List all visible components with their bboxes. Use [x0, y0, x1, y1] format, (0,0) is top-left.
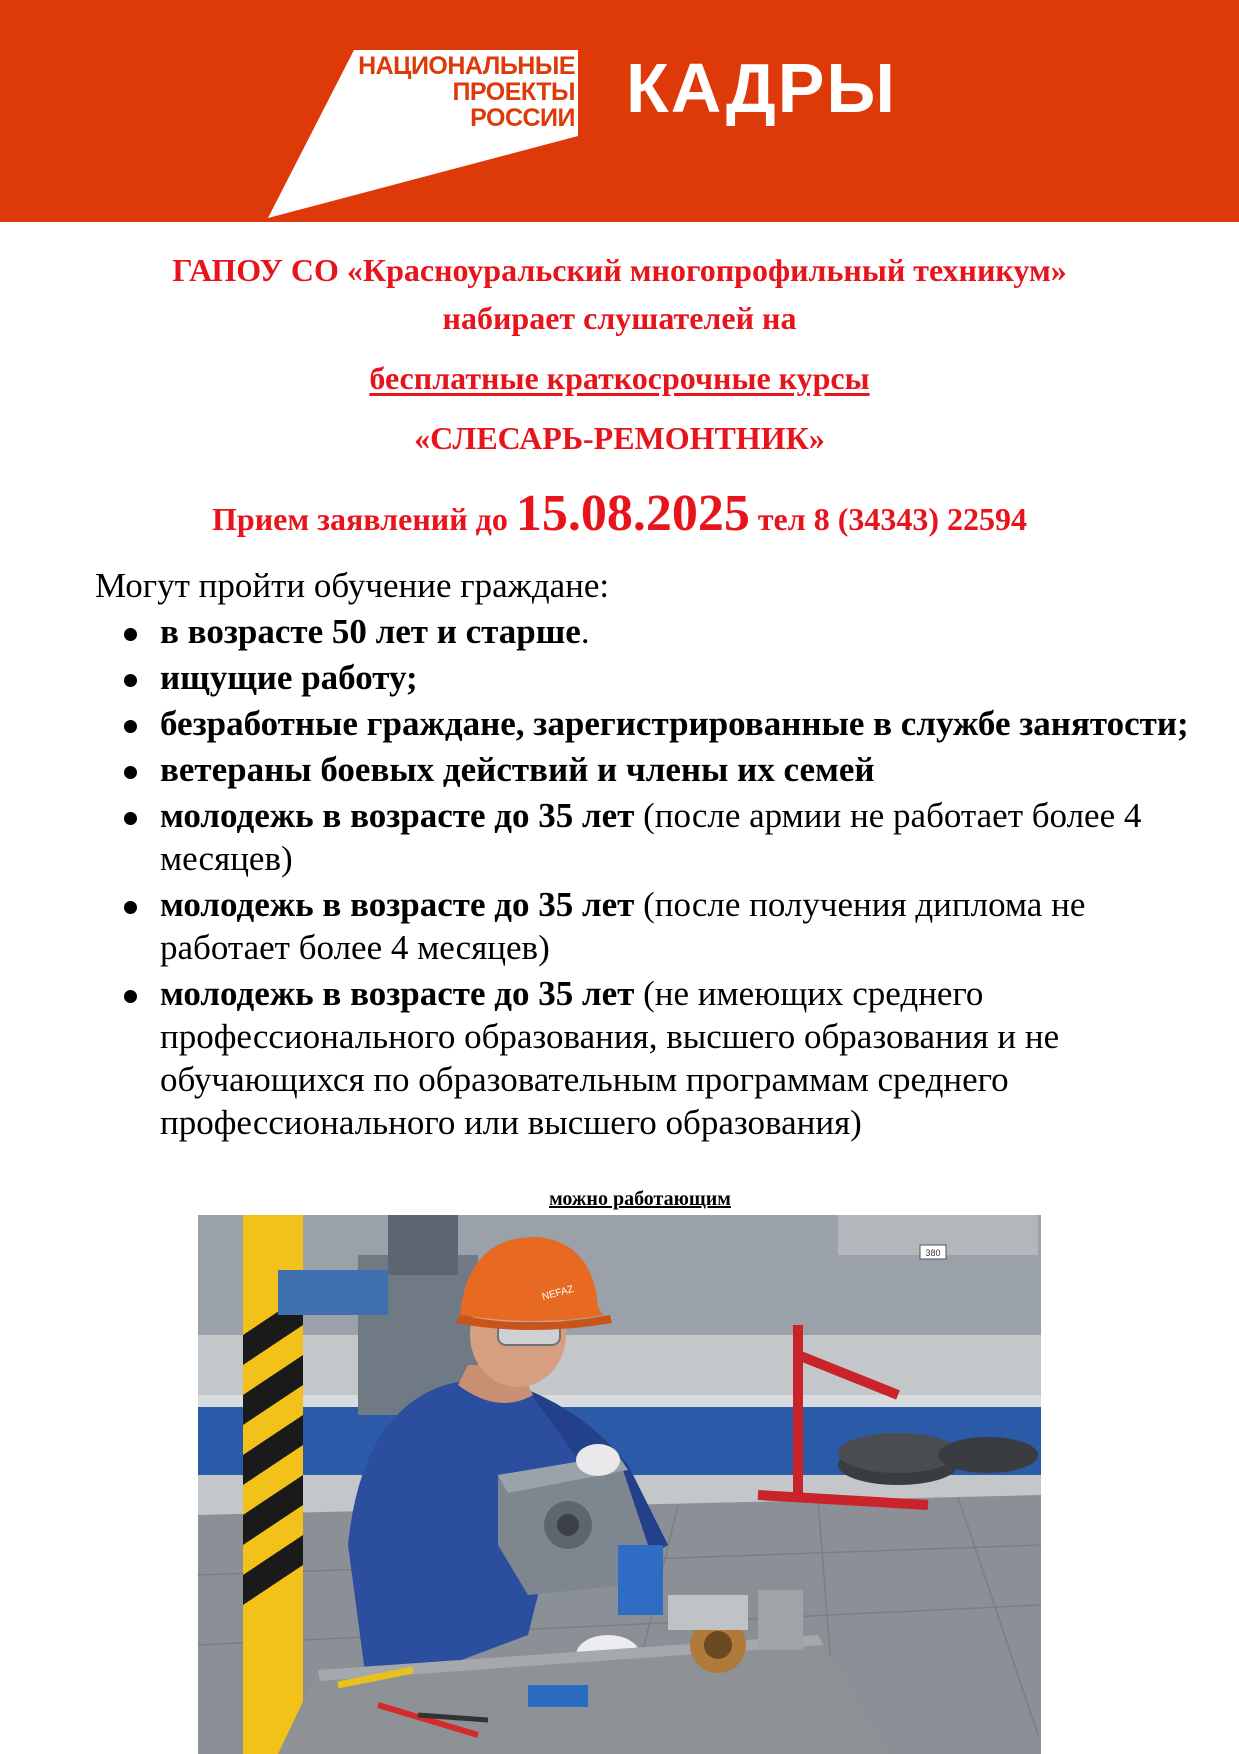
list-item-bold: молодежь в возрасте до 35 лет: [160, 796, 635, 835]
eligibility-intro: Могут пройти обучение граждане:: [95, 566, 610, 605]
bullet-icon: [124, 901, 137, 914]
logo-text-line1: НАЦИОНАЛЬНЫЕ: [358, 52, 575, 80]
deadline-line: [0, 484, 1239, 549]
list-item-rest: (после получения диплома не работает более 4 месяцев): [160, 885, 1086, 967]
list-item: [0, 883, 1239, 969]
list-item: [0, 794, 1239, 880]
logo-text-line3: РОССИИ: [470, 104, 575, 132]
helmet-logo-text: NEFAZ: [540, 1283, 575, 1303]
phone-text: тел 8 (34343) 22594: [749, 501, 1027, 537]
national-projects-logo-shape: [0, 0, 1239, 222]
institution-name: ГАПОУ СО «Красноуральский многопрофильный техникум»: [172, 252, 1067, 288]
deadline-date: 15.08.2025: [515, 485, 750, 542]
eligibility-list: [0, 610, 1239, 1147]
list-item: [0, 656, 1239, 699]
list-item-bold: молодежь в возрасте до 35 лет: [160, 885, 635, 924]
list-item-bold: в возрасте 50 лет и старше: [160, 612, 581, 651]
bullet-icon: [124, 766, 137, 779]
free-courses-heading: бесплатные краткосрочные курсы: [369, 360, 870, 396]
deadline-prefix: Прием заявлений до: [212, 501, 516, 537]
bullet-icon: [124, 674, 137, 687]
list-item: [0, 702, 1239, 745]
list-item: [0, 610, 1239, 653]
working-allowed-note: можно работающим: [549, 1188, 731, 1210]
list-item-bold: ищущие работу;: [160, 658, 418, 697]
course-title: «СЛЕСАРЬ-РЕМОНТНИК»: [414, 420, 825, 456]
list-item-bold: молодежь в возрасте до 35 лет: [160, 974, 635, 1013]
bullet-icon: [124, 812, 137, 825]
recruiting-line: набирает слушателей на: [442, 300, 797, 336]
workshop-photo: [198, 1215, 1041, 1754]
logo-text-line2: ПРОЕКТЫ: [452, 78, 575, 106]
bullet-icon: [124, 720, 137, 733]
top-banner: [0, 0, 1239, 222]
bullet-icon: [124, 628, 137, 641]
list-item: [0, 748, 1239, 791]
bullet-icon: [124, 990, 137, 1003]
wall-sign-text: 380: [925, 1248, 941, 1258]
list-item-bold: безработные граждане, зарегистрированные в службе занятости;: [160, 704, 1189, 743]
list-item-bold: ветераны боевых действий и члены их семей: [160, 750, 875, 789]
banner-title: КАДРЫ: [626, 49, 897, 127]
list-item: [0, 972, 1239, 1144]
list-item-rest: (не имеющих среднего профессионального образования, высшего образования и не обучающихся по образовательным программам среднего профессионального или высшего образования): [160, 974, 1060, 1142]
list-item-rest: (после армии не работает более 4 месяцев): [160, 796, 1142, 878]
list-item-rest: .: [580, 612, 590, 651]
worker-illustration: [198, 1215, 1041, 1754]
